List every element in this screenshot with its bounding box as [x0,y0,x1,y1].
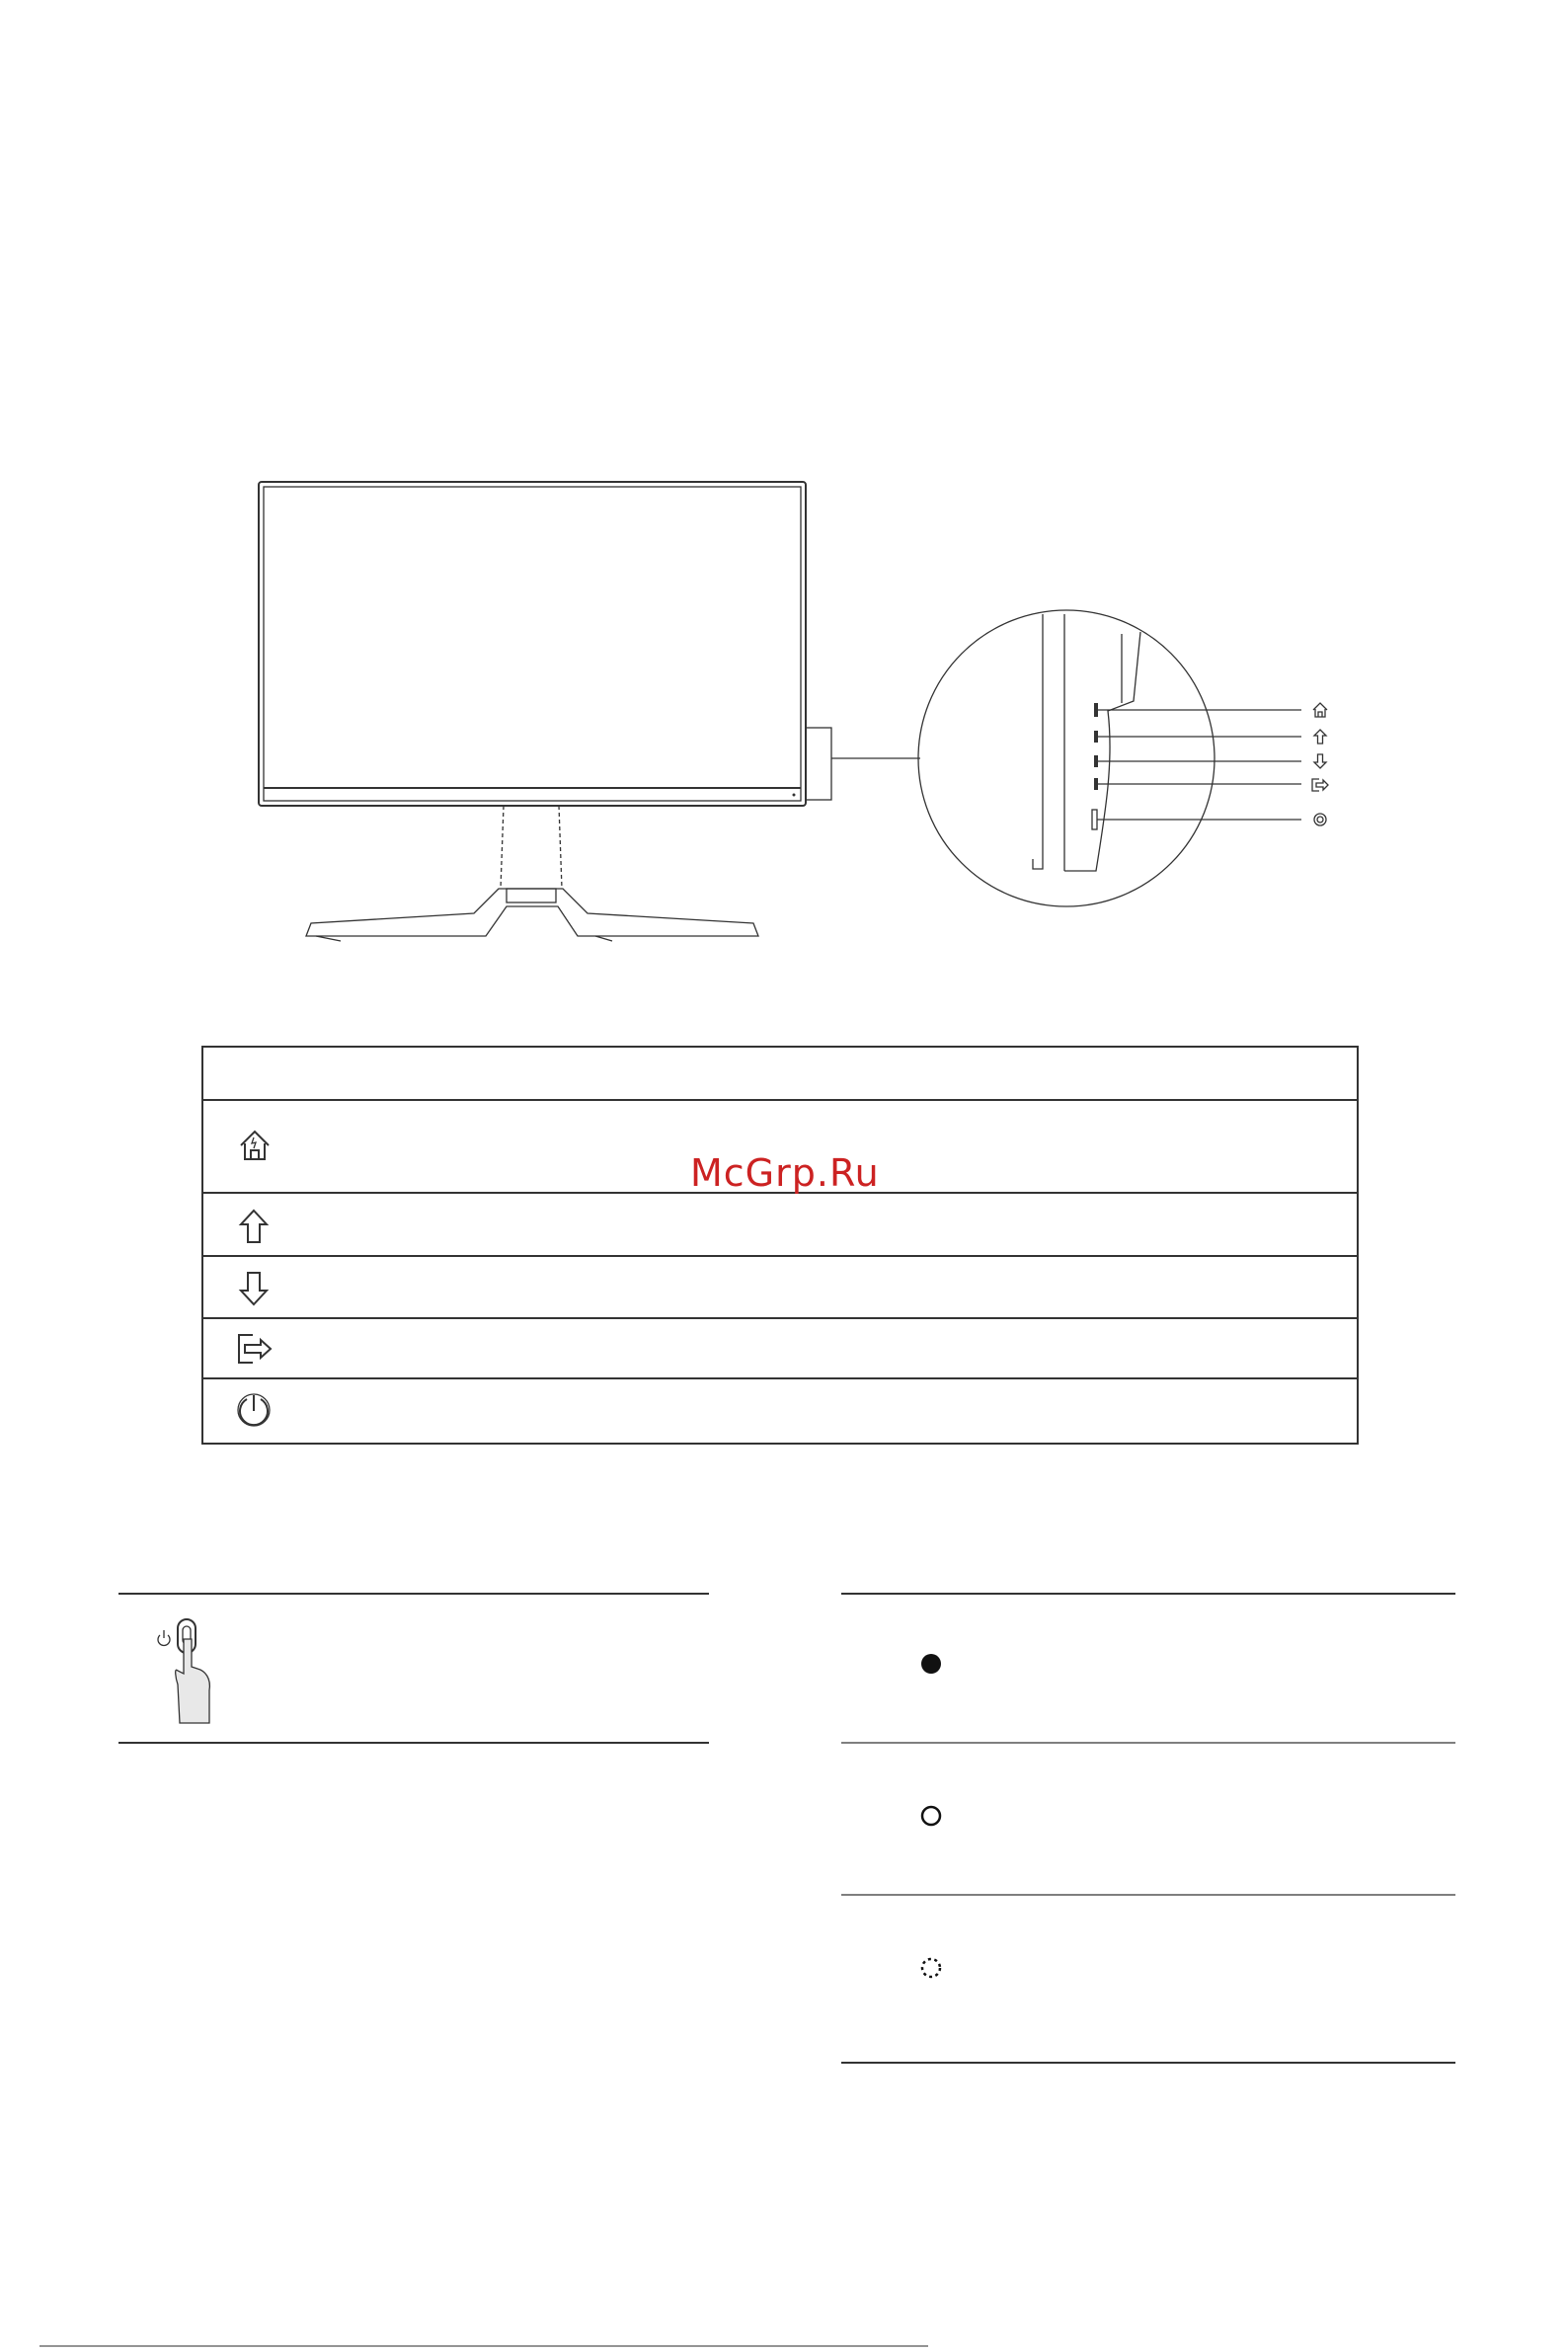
footer-rule [0,2340,1568,2352]
power-on-panel [0,1580,750,1758]
monitor-illustration [0,0,1568,987]
table-input-exit-icon [239,1335,271,1363]
led-blinking-icon [922,1959,940,1977]
input-exit-icon [1312,779,1328,791]
button-table [0,1037,1568,1451]
led-solid-icon [921,1654,941,1674]
watermark: McGrp.Ru [690,1151,880,1195]
table-up-arrow-icon [241,1211,267,1242]
down-arrow-icon [1314,754,1326,768]
table-menu-icon [241,1132,269,1159]
led-status-panel [790,1580,1481,2074]
finger-press-power-icon [158,1619,209,1723]
up-arrow-icon [1314,730,1326,744]
monitor-front-view [259,482,831,941]
menu-icon [1313,703,1327,717]
table-power-icon [238,1394,270,1426]
power-icon [1314,814,1326,825]
side-button-detail [918,610,1301,906]
led-off-icon [922,1807,940,1825]
table-down-arrow-icon [241,1273,267,1304]
